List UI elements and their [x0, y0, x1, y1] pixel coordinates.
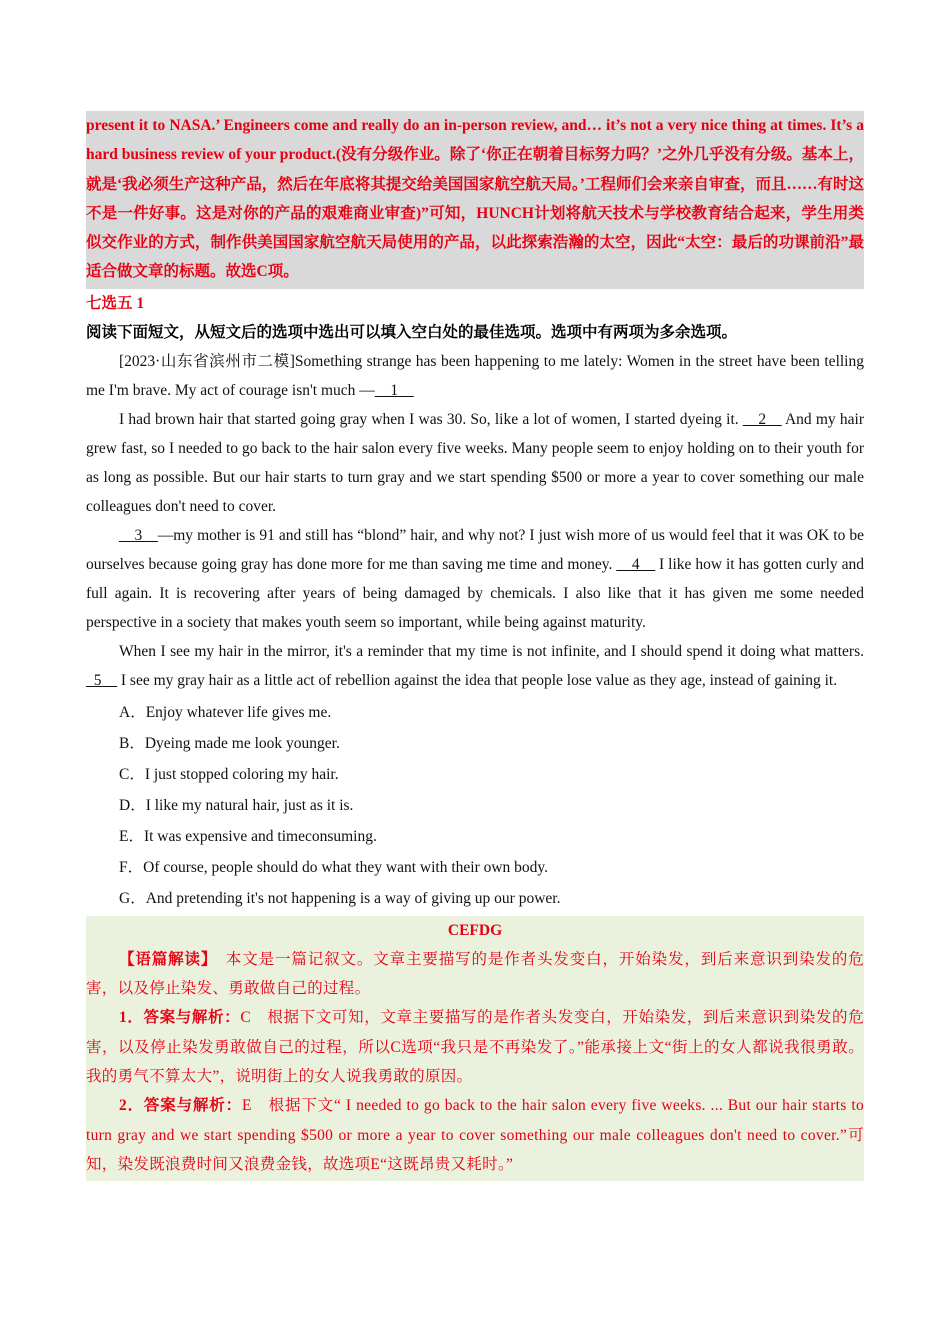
previous-answer-carryover	[86, 111, 864, 289]
answer-key: CEFDG	[447, 921, 503, 939]
answer-section	[86, 916, 864, 1181]
option-g: G．And pretending it's not happening is a way of giving up our power.	[119, 889, 561, 907]
carryover-text: present it to NASA.’ Engineers come and really do an in-person review, and… it’s not a very nice thing at times. It’s a hard business review of your product.(没有分级作业。除了‘你正在朝着目标努力吗？’之外几乎没有分级。基本上，就是‘我必须生产这种产品，然后在年底将其提交给美国国家航空航天局。’工程师们会来亲自审查，而且……有时这不是一件好事。这是对你的产品的艰难商业审查)”可知，HUNCH计划将航天技术与学校教育结合起来，学生用类似交作业的方式，制作供美国国家航空航天局使用的产品，以此探索浩瀚的太空，因此“太空：最后的功课前沿”最适合做文章的标题。故选C项。	[86, 117, 864, 281]
blank-4: __4__	[616, 555, 656, 573]
option-f: F．Of course, people should do what they want with their own body.	[119, 858, 549, 876]
blank-1: __1__	[374, 381, 414, 399]
passage-paragraph-4: When I see my hair in the mirror, it's a reminder that my time is not infinite, and I should spend it doing what matters. _5__ I see my gray hair as a little act of rebellion against the idea that people lose value as they age, instead of gaining it.	[86, 642, 864, 689]
option-c: C．I just stopped coloring my hair.	[119, 765, 339, 783]
option-list	[86, 697, 864, 914]
blank-5: _5__	[86, 671, 117, 689]
blank-2: __2__	[742, 410, 782, 428]
option-d: D．I like my natural hair, just as it is.	[119, 796, 354, 814]
option-e: E．It was expensive and timeconsuming.	[119, 827, 377, 845]
reading-passage	[86, 347, 864, 695]
option-a: A．Enjoy whatever life gives me.	[119, 703, 332, 721]
passage-paragraph-1: [2023·山东省滨州市二模]Something strange has been happening to me lately: Women in the street have been telling me I'm brave. My act of courage isn't much —__1__	[86, 352, 864, 399]
section-instruction: 阅读下面短文，从短文后的选项中选出可以填入空白处的最佳选项。选项中有两项为多余选项。	[86, 323, 738, 341]
blank-3: __3__	[119, 526, 158, 544]
page-content	[86, 111, 864, 1181]
passage-paragraph-2: I had brown hair that started going gray when I was 30. So, like a lot of women, I started dyeing it. __2__ And my hair grew fast, so I needed to go back to the hair salon every five weeks. Many people seem to enjoy holding on to their youth for as long as possible. But our hair starts to turn gray and we start spending $500 or more a year to cover something our male colleagues don't need to cover.	[86, 410, 864, 515]
section-title: 七选五 1	[86, 294, 145, 312]
answer-explanation-1: 1．答案与解析：C 根据下文可知，文章主要描写的是作者头发变白，开始染发，到后来意识到染发的危害，以及停止染发勇敢做自己的过程，所以C选项“我只是不再染发了。”能承接上文“街上的女人都说我很勇敢。我的勇气不算太大”，说明街上的女人说我勇敢的原因。	[86, 1009, 864, 1085]
option-b: B．Dyeing made me look younger.	[119, 734, 340, 752]
analysis-label: 【语篇解读】	[119, 950, 210, 968]
explanation-1-label: 1．答案与解析：	[119, 1009, 241, 1027]
passage-analysis: 【语篇解读】 本文是一篇记叙文。文章主要描写的是作者头发变白，开始染发，到后来意识到染发的危害，以及停止染发、勇敢做自己的过程。	[86, 950, 864, 998]
passage-paragraph-3: __3__—my mother is 91 and still has “blond” hair, and why not? I just wish more of us would feel that it was OK to be ourselves because going gray has done more for me than saving me time and money. __4__ I like how it has gotten curly and full again. It is recovering after years of being damaged by chemicals. I also like that it has given me some needed perspective in a society that makes youth seem so important, while being against maturity.	[86, 526, 864, 631]
explanation-2-label: 2．答案与解析：	[119, 1097, 242, 1115]
answer-explanation-2: 2．答案与解析：E 根据下文“ I needed to go back to the hair salon every five weeks. ... But our hair starts to turn gray and we start spending $500 or more a year to cover something our male colleagues don't need to cover.”可知，染发既浪费时间又浪费金钱，故选项E“这既昂贵又耗时。”	[86, 1097, 864, 1173]
passage-source: [2023·山东省滨州市二模]	[119, 352, 295, 370]
